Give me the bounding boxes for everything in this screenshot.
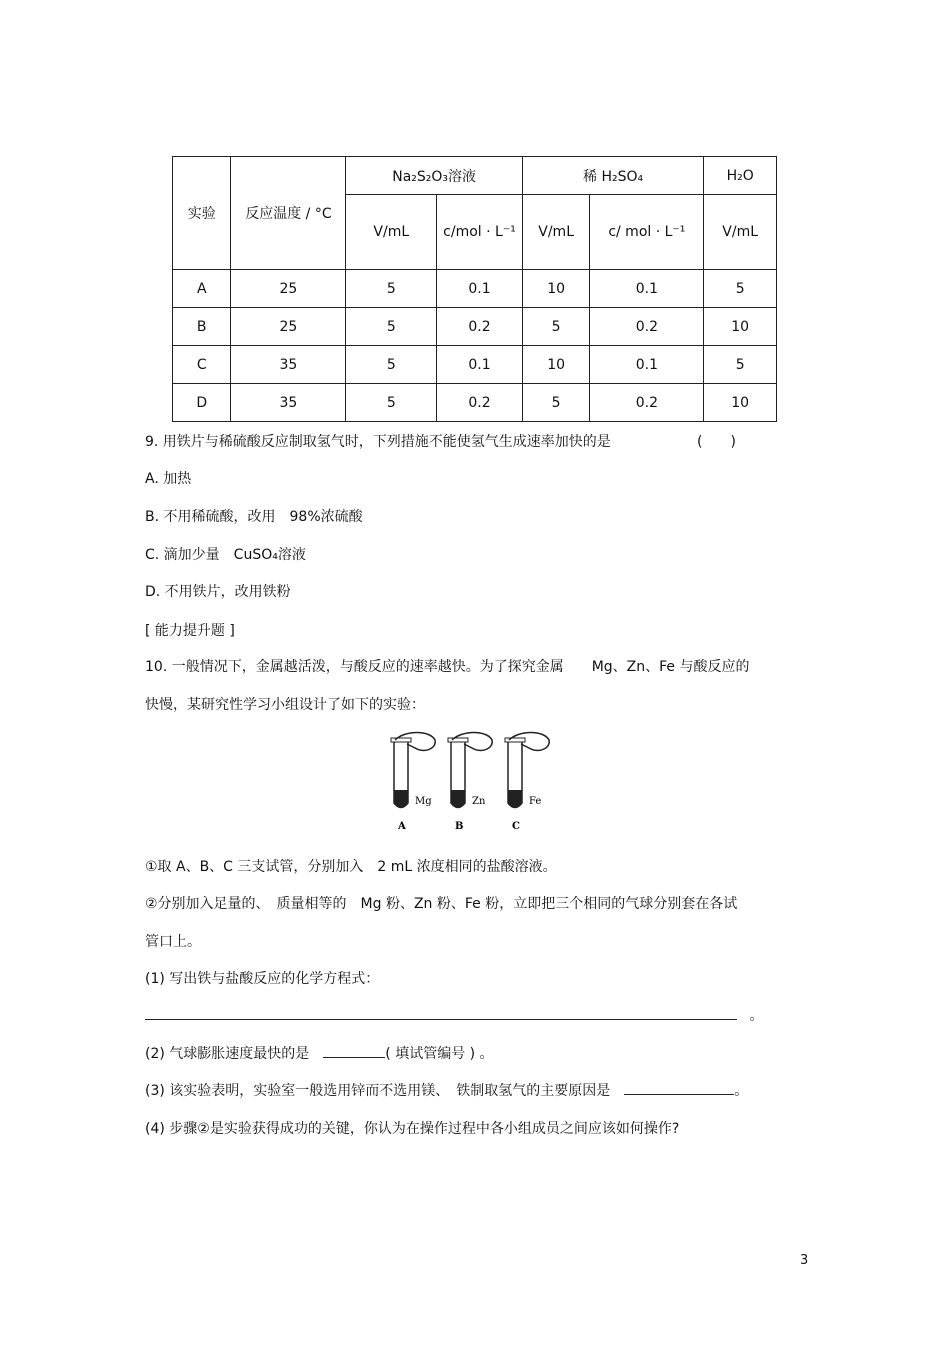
part-2-text: (2) 气球膨胀速度最快的是 — [145, 1046, 324, 1062]
table-cell: 5 — [522, 384, 590, 422]
answer-blank[interactable] — [624, 1080, 734, 1095]
subheader-volume: V/mL — [704, 195, 777, 270]
test-tube-b — [448, 733, 492, 833]
tube-letter: B — [455, 821, 464, 832]
table-cell: 5 — [346, 384, 437, 422]
subheader-concentration: c/mol · L⁻¹ — [437, 195, 523, 270]
table-cell: 0.1 — [590, 270, 704, 308]
part-2 — [145, 1043, 494, 1063]
table-cell: 5 — [346, 346, 437, 384]
table-cell: 5 — [346, 308, 437, 346]
table-cell: 10 — [704, 384, 777, 422]
tube-label: Mg — [415, 796, 432, 807]
answer-blank[interactable] — [323, 1043, 385, 1058]
question-text: 9. 用铁片与稀硫酸反应制取氢气时，下列措施不能使氢气生成速率加快的是 — [145, 434, 611, 450]
table-cell: 35 — [231, 346, 346, 384]
table-cell: 5 — [522, 308, 590, 346]
period: 。 — [749, 1008, 764, 1024]
test-tubes-figure — [385, 728, 555, 836]
table-row — [173, 346, 777, 384]
table-cell: 10 — [522, 346, 590, 384]
header-h2so4: 稀 H₂SO₄ — [522, 157, 703, 195]
question-10-line-2: 快慢，某研究性学习小组设计了如下的实验： — [145, 697, 425, 713]
subheader-volume: V/mL — [522, 195, 590, 270]
question-9-stem — [145, 431, 750, 451]
subheader-concentration: c/ mol · L⁻¹ — [590, 195, 704, 270]
table-cell: 35 — [231, 384, 346, 422]
section-heading: [ 能力提升题 ] — [145, 623, 235, 639]
table-cell: D — [173, 384, 231, 422]
answer-parenthesis: ( ) — [697, 434, 736, 450]
table-cell: B — [173, 308, 231, 346]
part-3-text: (3) 该实验表明，实验室一般选用锌而不选用镁、 铁制取氢气的主要原因是 — [145, 1083, 625, 1099]
table-cell: 0.1 — [590, 346, 704, 384]
part-1: (1) 写出铁与盐酸反应的化学方程式： — [145, 971, 380, 987]
table-cell: 5 — [346, 270, 437, 308]
step-1: ①取 A、B、C 三支试管，分别加入 2 mL 浓度相同的盐酸溶液。 — [145, 859, 557, 875]
question-10-line-1: 10. 一般情况下，金属越活泼，与酸反应的速率越快。为了探究金属 Mg、Zn、Fe 与酸反应的 — [145, 659, 750, 675]
table-row — [173, 270, 777, 308]
subheader-volume: V/mL — [346, 195, 437, 270]
step-2-line-2: 管口上。 — [145, 934, 201, 950]
table-cell: 0.2 — [590, 384, 704, 422]
table-cell: 0.1 — [437, 270, 523, 308]
header-h2o: H₂O — [704, 157, 777, 195]
table-cell: 0.2 — [437, 384, 523, 422]
part-3 — [145, 1080, 748, 1100]
table-cell: 5 — [704, 346, 777, 384]
header-na2s2o3: Na₂S₂O₃溶液 — [346, 157, 522, 195]
table-row — [173, 308, 777, 346]
table-cell: 5 — [704, 270, 777, 308]
table-cell: 0.2 — [590, 308, 704, 346]
table-cell: A — [173, 270, 231, 308]
part-2-text-end: ( 填试管编号 ) 。 — [385, 1046, 494, 1062]
header-temperature: 反应温度 / °C — [231, 157, 346, 270]
table-cell: 25 — [231, 308, 346, 346]
option-b: B. 不用稀硫酸，改用 98%浓硫酸 — [145, 509, 363, 525]
part-1-answer-line — [145, 1005, 763, 1025]
table-cell: C — [173, 346, 231, 384]
table-cell: 25 — [231, 270, 346, 308]
table-cell: 0.1 — [437, 346, 523, 384]
step-2-line-1: ②分别加入足量的、 质量相等的 Mg 粉、Zn 粉、Fe 粉，立即把三个相同的气球分别套在各试 — [145, 896, 738, 912]
header-experiment: 实验 — [173, 157, 231, 270]
tube-letter: C — [512, 821, 520, 832]
test-tube-c — [505, 733, 549, 833]
option-c: C. 滴加少量 CuSO₄溶液 — [145, 547, 306, 563]
option-d: D. 不用铁片，改用铁粉 — [145, 584, 291, 600]
experiment-table — [172, 156, 777, 422]
test-tube-a — [391, 733, 435, 833]
tube-letter: A — [398, 821, 406, 832]
part-4: (4) 步骤②是实验获得成功的关键，你认为在操作过程中各小组成员之间应该如何操作? — [145, 1121, 680, 1137]
answer-blank[interactable] — [145, 1005, 737, 1020]
table-cell: 10 — [522, 270, 590, 308]
tube-label: Fe — [529, 796, 542, 807]
option-a: A. 加热 — [145, 471, 192, 487]
table-cell: 10 — [704, 308, 777, 346]
tube-label: Zn — [472, 796, 486, 807]
page-number: 3 — [800, 1253, 809, 1268]
table-row — [173, 384, 777, 422]
table-cell: 0.2 — [437, 308, 523, 346]
part-3-text-end: 。 — [734, 1083, 749, 1099]
